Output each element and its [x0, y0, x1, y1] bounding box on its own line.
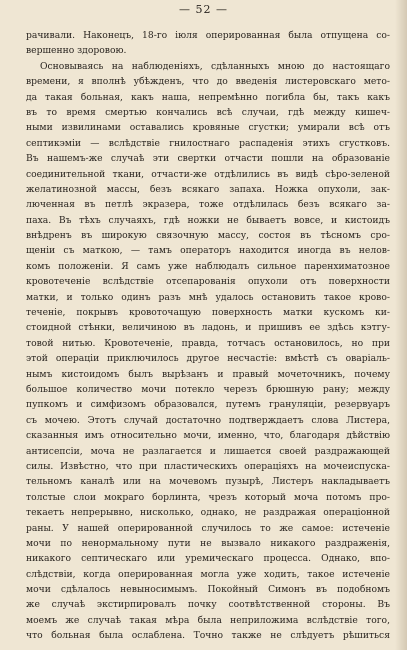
- text-line: пупкомъ и симфизомъ образовался, путемъ грануляціи, резервуаръ: [26, 399, 390, 411]
- text-line: теченіе, покрывъ кровоточащую поверхность матки кускомъ ки-: [26, 307, 390, 319]
- text-line: большое количество мочи потекло черезъ брюшную рану; между: [26, 383, 390, 395]
- text-line: щеніи съ маткою, — тамъ операторъ находится иногда въ нелов-: [26, 245, 390, 257]
- body-text: [26, 28, 390, 644]
- text-line: сказанныя имъ относительно мочи, именно, что, благодаря дѣйствію: [26, 430, 390, 442]
- text-line: рачивали. Наконецъ, 18-го іюля оперированная была отпущена со-: [26, 30, 390, 41]
- text-line: матки, и только одинъ разъ мнѣ удалось остановить такое крово-: [26, 291, 390, 303]
- text-line: толстые слои мокраго борлинта, чрезъ который моча потомъ про-: [26, 491, 390, 503]
- text-line: же случаѣ экстирпировалъ почку соотвѣтственной стороны. Въ: [26, 599, 390, 611]
- text-line: септикэміи — вслѣдствіе гнилостнаго распаденія этихъ сгустковъ.: [26, 137, 390, 149]
- page-edge-shadow: [395, 0, 407, 650]
- text-line: Въ нашемъ-же случаѣ эти свертки отчасти пошли на образованіе: [26, 153, 390, 165]
- text-line: текаетъ непрерывно, нисколько, однако, не раздражая операціонной: [26, 507, 390, 519]
- text-line: нымъ кистоидомъ былъ вырѣзанъ и правый мочеточникъ, почему: [26, 368, 390, 380]
- text-line: что больная была ослаблена. Точно также не слѣдуетъ рѣшиться: [26, 630, 390, 642]
- text-line: стоидной стѣнки, величиною въ ладонь, и пришивъ ее здѣсь кэтгу-: [26, 322, 390, 334]
- text-line: силы. Извѣстно, что при пластическихъ операціяхъ на мочеиспуска-: [26, 460, 390, 472]
- page-number: — 52 —: [179, 3, 228, 16]
- text-line: времени, я вполнѣ убѣжденъ, что до введенія листеровскаго мето-: [26, 76, 390, 88]
- text-line: антисепсіи, моча не разлагается и лишается своей раздражающей: [26, 445, 390, 457]
- text-line: Основываясь на наблюденіяхъ, сдѣланныхъ мною до настоящаго: [40, 60, 390, 72]
- text-line: да такая больная, какъ наша, непремѣнно погибла бы, такъ какъ: [26, 91, 390, 103]
- text-line: съ мочею. Этотъ случай достаточно подтверждаетъ слова Листера,: [26, 414, 390, 426]
- text-line: раны. У нашей оперированной случилось то же самое: истеченіе: [26, 522, 390, 534]
- text-line: моемъ же случаѣ такая мѣра была неприложима вслѣдствіе того,: [26, 614, 390, 626]
- text-line: ными извилинами оставались кровяные сгустки; умирали всѣ отъ: [26, 122, 390, 134]
- text-line: люченная въ петлѣ экразера, тоже отдѣлилась безъ всякаго за-: [26, 199, 390, 211]
- text-line: въ то время смертью кончались всѣ случаи, гдѣ между кишеч-: [26, 106, 390, 118]
- text-line: внѣдренъ въ широкую связочную массу, состоя въ тѣсномъ сро-: [26, 230, 390, 242]
- text-line: мочи сдѣлалось невыносимымъ. Покойный Симонъ въ подобномъ: [26, 584, 390, 596]
- text-line: комъ положеніи. Я самъ уже наблюдалъ сильное паренхиматозное: [26, 260, 390, 272]
- text-line: никакого септическаго или уремическаго процесса. Однако, впо-: [26, 553, 390, 565]
- text-line: слѣдствіи, когда оперированная могла уже ходить, такое истеченіе: [26, 568, 390, 580]
- text-line: паха. Въ тѣхъ случаяхъ, гдѣ ножки не бываетъ вовсе, и кистоидъ: [26, 214, 390, 226]
- text-line: этой операціи приключилось другое несчастіе: вмѣстѣ съ оваріаль-: [26, 353, 390, 365]
- text-line: кровотеченіе вслѣдствіе отсепарованія опухоли отъ поверхности: [26, 276, 390, 288]
- text-line: мочи по ненормальному пути не вызвало никакого раздраженія,: [26, 537, 390, 549]
- text-line: товой нитью. Кровотеченіе, правда, тотчасъ остановилось, но при: [26, 337, 390, 349]
- text-line: желатинозной массы, безъ всякаго запаха. Ножка опухоли, зак-: [26, 183, 390, 195]
- text-line: тельномъ каналѣ или на мочевомъ пузырѣ, Листеръ накладываетъ: [26, 476, 390, 488]
- text-line: соединительной ткани, отчасти-же отдѣлились въ видѣ сѣро-зеленой: [26, 168, 390, 180]
- text-line: вершенно здоровою.: [26, 45, 127, 57]
